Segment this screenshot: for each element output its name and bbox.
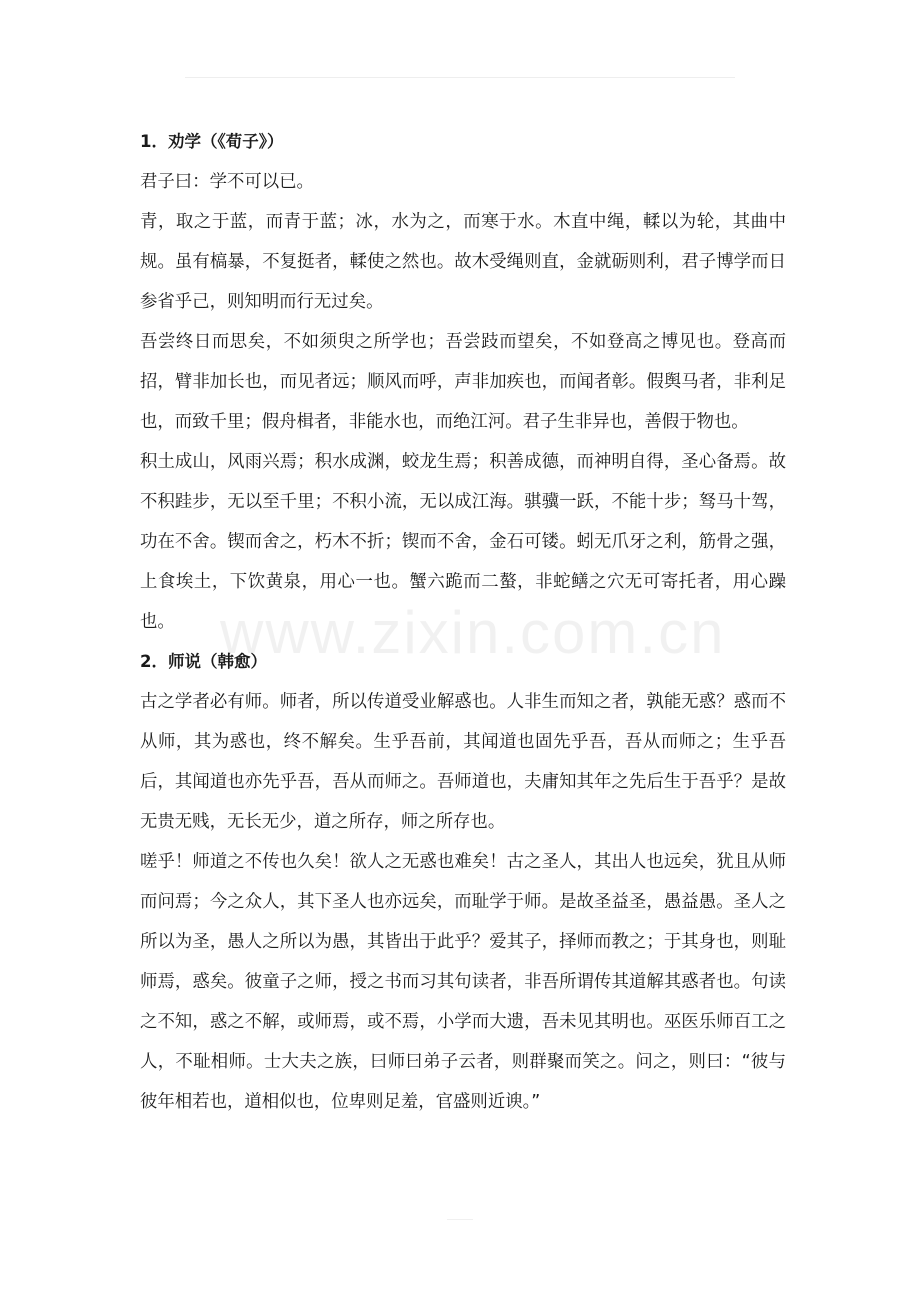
section-shishuo	[140, 642, 786, 1122]
section-quanxue	[140, 122, 786, 642]
document-body	[140, 122, 786, 1122]
paragraph: 吾尝终日而思矣，不如须臾之所学也；吾尝跂而望矣，不如登高之博见也。登高而招，臂非加长也，而见者远；顺风而呼，声非加疾也，而闻者彰。假舆马者，非利足也，而致千里；假舟楫者，非能水也，而绝江河。君子生非异也，善假于物也。	[140, 332, 786, 432]
footer-mark	[447, 1219, 473, 1220]
watermark: www.zixin.com.cn	[220, 599, 726, 666]
section-heading: 1．劝学（《荀子》）	[140, 132, 284, 151]
paragraph: 古之学者必有师。师者，所以传道受业解惑也。人非生而知之者，孰能无惑？惑而不从师，其为惑也，终不解矣。生乎吾前，其闻道也固先乎吾，吾从而师之；生乎吾后，其闻道也亦先乎吾，吾从而师之。吾师道也，夫庸知其年之先后生于吾乎？是故无贵无贱，无长无少，道之所存，师之所存也。	[140, 692, 786, 832]
header-rule	[185, 77, 735, 78]
paragraph: 嗟乎！师道之不传也久矣！欲人之无惑也难矣！古之圣人，其出人也远矣，犹且从师而问焉；今之众人，其下圣人也亦远矣，而耻学于师。是故圣益圣，愚益愚。圣人之所以为圣，愚人之所以为愚，其皆出于此乎？爱其子，择师而教之；于其身也，则耻师焉，惑矣。彼童子之师，授之书而习其句读者，非吾所谓传其道解其惑者也。句读之不知，惑之不解，或师焉，或不焉，小学而大遗，吾未见其明也。巫医乐师百工之人，不耻相师。士大夫之族，曰师曰弟子云者，则群聚而笑之。问之，则曰：“彼与彼年相若也，道相似也，位卑则足羞，官盛则近谀。”	[140, 852, 786, 1112]
paragraph: 青，取之于蓝，而青于蓝；冰，水为之，而寒于水。木直中绳，輮以为轮，其曲中规。虽有槁暴，不复挺者，輮使之然也。故木受绳则直，金就砺则利，君子博学而日参省乎己，则知明而行无过矣。	[140, 212, 786, 312]
paragraph: 积土成山，风雨兴焉；积水成渊，蛟龙生焉；积善成德，而神明自得，圣心备焉。故不积跬步，无以至千里；不积小流，无以成江海。骐骥一跃，不能十步；驽马十驾，功在不舍。锲而舍之，朽木不折；锲而不舍，金石可镂。蚓无爪牙之利，筋骨之强，上食埃土，下饮黄泉，用心一也。蟹六跪而二螯，非蛇鳝之穴无可寄托者，用心躁也。	[140, 452, 786, 632]
paragraph: 君子曰：学不可以已。	[140, 172, 314, 192]
section-heading: 2．师说（韩愈）	[140, 652, 267, 671]
